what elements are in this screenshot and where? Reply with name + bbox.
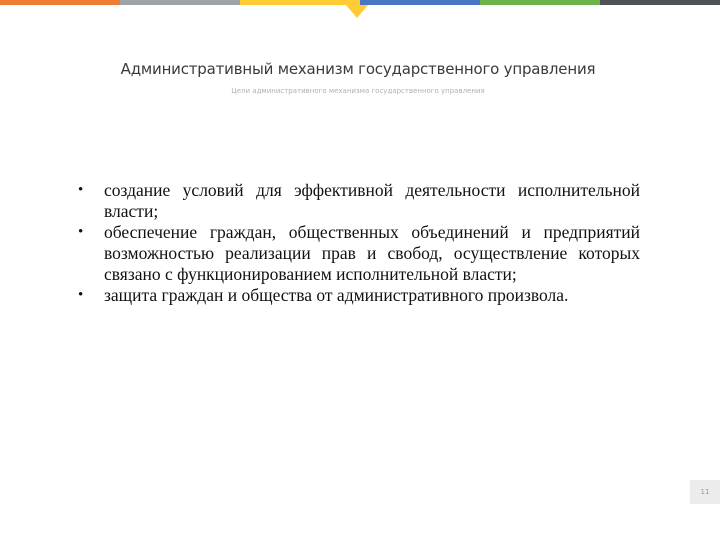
color-segment-gray xyxy=(120,0,240,5)
color-segment-yellow xyxy=(240,0,360,5)
color-segment-green xyxy=(480,0,600,5)
bullet-icon: • xyxy=(78,182,84,198)
slide-title: Административный механизм государственного управления xyxy=(120,60,596,78)
bullet-text: обеспечение граждан, общественных объединений и предприятий возможностью реализации прав и свобод, осуществление которых связано с функционированием исполнительной власти; xyxy=(104,222,640,284)
color-segment-blue xyxy=(360,0,480,5)
page-number: 11 xyxy=(700,488,710,496)
slide-subtitle: Цели административного механизма государственного управления xyxy=(231,87,485,95)
bullet-text: создание условий для эффективной деятельности исполнительной власти; xyxy=(104,180,640,221)
color-segment-orange xyxy=(0,0,120,5)
page-number-badge xyxy=(690,480,720,504)
bullet-icon: • xyxy=(78,224,84,240)
bullet-icon: • xyxy=(78,287,84,303)
list-item xyxy=(74,180,640,222)
bullet-list xyxy=(74,180,640,306)
color-segment-dark xyxy=(600,0,720,5)
bullet-text: защита граждан и общества от административного произвола. xyxy=(104,285,569,305)
list-item xyxy=(74,222,640,285)
list-item xyxy=(74,285,640,306)
down-pointer-icon xyxy=(346,5,368,18)
